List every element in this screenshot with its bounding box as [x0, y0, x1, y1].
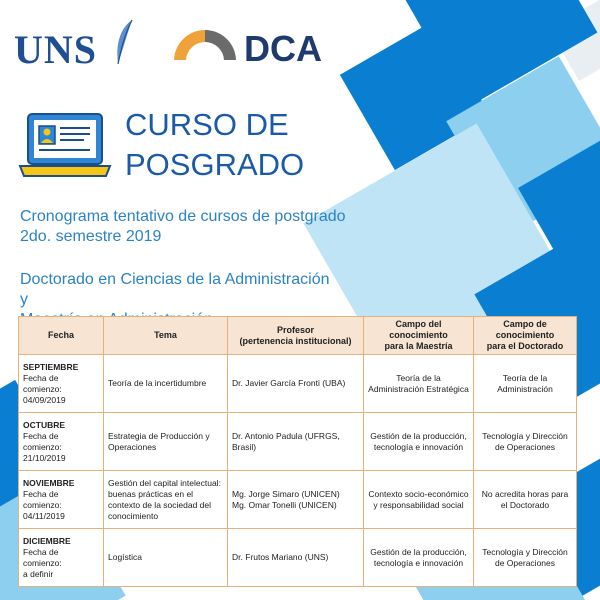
- subtitle-line: 2do. semestre 2019: [20, 228, 162, 245]
- header-doctorado-line: Campo de conocimiento: [495, 319, 555, 340]
- table-row: [19, 413, 577, 471]
- cell-fecha: [19, 355, 104, 413]
- row-start-label: Fecha de comienzo:: [23, 546, 62, 568]
- header-profesor: [228, 317, 364, 355]
- course-title-line: CURSO DE: [125, 107, 289, 142]
- row-start-label: Fecha de comienzo:: [23, 372, 62, 394]
- table-header-row: [19, 317, 577, 355]
- table-row: [19, 355, 577, 413]
- cell-tema: Estrategia de Producción y Operaciones: [104, 413, 228, 471]
- cell-maestria: Gestión de la producción, tecnología e innovación: [364, 529, 474, 587]
- cell-maestria: Gestión de la producción, tecnología e innovación: [364, 413, 474, 471]
- subtitle-line: Cronograma tentativo de cursos de postgrado: [20, 208, 346, 225]
- header-doctorado-line: para el Doctorado: [486, 341, 564, 351]
- cell-maestria: Teoría de la Administración Estratégica: [364, 355, 474, 413]
- cell-profesor: [228, 471, 364, 529]
- header-doctorado: [474, 317, 577, 355]
- header-maestria-line: Campo del conocimiento: [389, 319, 448, 340]
- row-start-date: a definir: [23, 568, 54, 579]
- row-month: SEPTIEMBRE: [23, 361, 79, 372]
- row-professor: Dr. Javier García Fronti (UBA): [232, 378, 346, 388]
- cell-doctorado: Tecnología y Dirección de Operaciones: [474, 529, 577, 587]
- schedule-table: [18, 316, 577, 587]
- cell-maestria: Contexto socio-económico y responsabilidad social: [364, 471, 474, 529]
- uns-logo: UNS: [14, 27, 98, 72]
- course-title-line: POSGRADO: [125, 147, 305, 182]
- cell-fecha: [19, 413, 104, 471]
- header-profesor-line: Profesor: [276, 324, 314, 335]
- row-start-label: Fecha de comienzo:: [23, 430, 62, 452]
- cell-fecha: [19, 471, 104, 529]
- header-fecha: Fecha: [19, 317, 104, 355]
- cell-doctorado: No acredita horas para el Doctorado: [474, 471, 577, 529]
- header-profesor-line: (pertenencia institucional): [239, 335, 352, 346]
- schedule-subtitle: [20, 207, 350, 247]
- cell-fecha: [19, 529, 104, 587]
- row-month: NOVIEMBRE: [23, 477, 75, 488]
- cell-tema: Logística: [104, 529, 228, 587]
- dca-arc-icon: [170, 26, 240, 66]
- header-tema: Tema: [104, 317, 228, 355]
- dca-logo: DCA: [244, 28, 322, 69]
- row-professor: Mg. Omar Tonelli (UNICEN): [232, 499, 337, 510]
- laptop-profile-icon: [18, 112, 112, 180]
- header-maestria: [364, 317, 474, 355]
- row-month: OCTUBRE: [23, 419, 66, 430]
- row-start-label: Fecha de comienzo:: [23, 488, 62, 510]
- cell-tema: Gestión del capital intelectual: buenas prácticas en el contexto de la sociedad del conocimiento: [104, 471, 228, 529]
- cell-profesor: [228, 413, 364, 471]
- row-professor: Dr. Frutos Mariano (UNS): [232, 552, 329, 562]
- cell-tema: Teoría de la incertidumbre: [104, 355, 228, 413]
- row-month: DICIEMBRE: [23, 535, 71, 546]
- row-professor: Dr. Antonio Padula (UFRGS, Brasil): [232, 430, 340, 452]
- table-row: [19, 529, 577, 587]
- program-line: Doctorado en Ciencias de la Administración y: [20, 271, 330, 308]
- feather-icon: [112, 18, 138, 68]
- row-professor: Mg. Jorge Simaro (UNICEN): [232, 488, 340, 499]
- row-start-date: 04/09/2019: [23, 394, 66, 405]
- table-row: [19, 471, 577, 529]
- course-title: [125, 105, 345, 185]
- cell-profesor: [228, 529, 364, 587]
- row-start-date: 21/10/2019: [23, 452, 66, 463]
- header-maestria-line: para la Maestría: [384, 341, 453, 351]
- row-start-date: 04/11/2019: [23, 510, 65, 521]
- cell-doctorado: Tecnología y Dirección de Operaciones: [474, 413, 577, 471]
- cell-profesor: [228, 355, 364, 413]
- cell-doctorado: Teoría de la Administración: [474, 355, 577, 413]
